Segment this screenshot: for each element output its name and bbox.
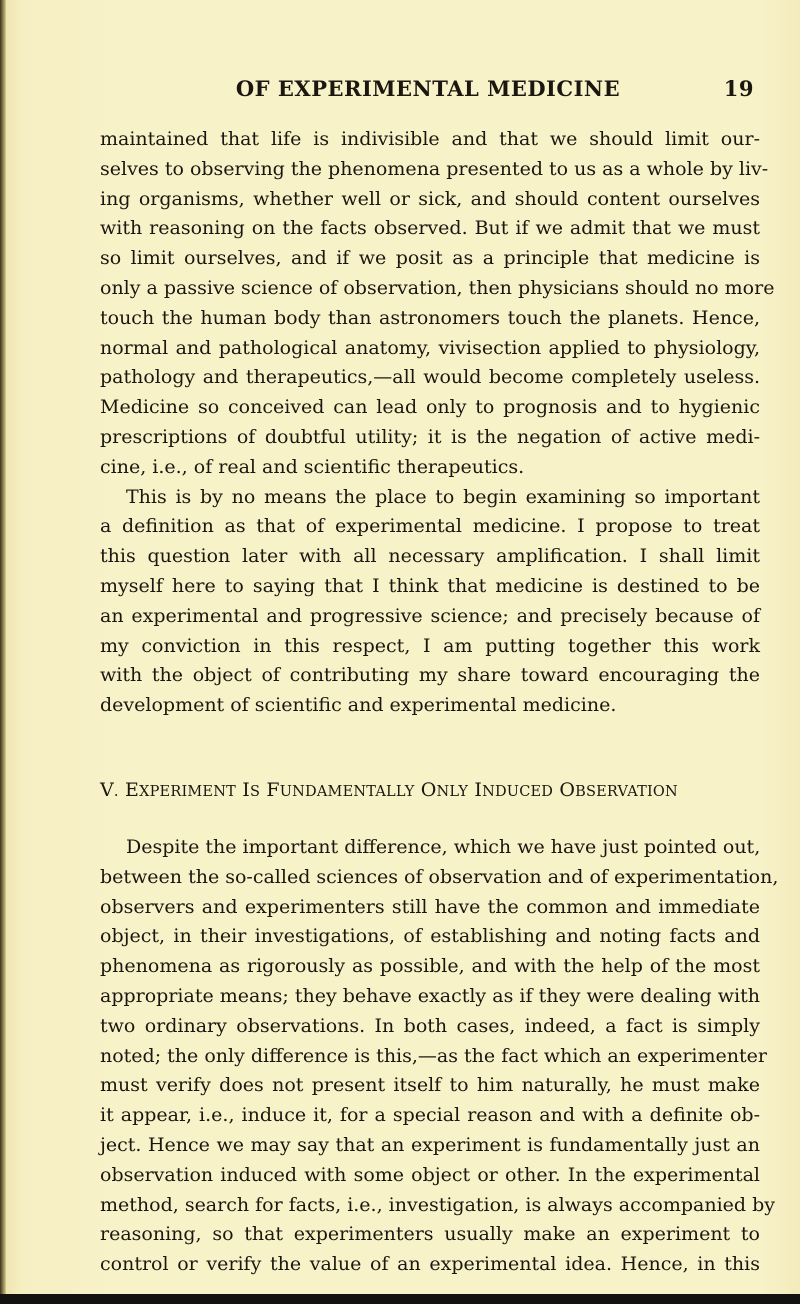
text-line: maintained that life is indivisible and that we should limit our- — [100, 128, 760, 150]
text-line: normal and pathological anatomy, vivisection applied to physiology, — [100, 336, 760, 359]
text-line: touch the human body than astronomers touch the planets. Hence, — [100, 306, 760, 329]
text-line: method, search for facts, i.e., investigation, is always accompanied by — [100, 1193, 775, 1216]
body-text — [100, 125, 779, 1280]
text-line: cine, i.e., of real and scientific therapeutics. — [100, 455, 525, 478]
text-line: noted; the only difference is this,—as the fact which an experimenter — [100, 1044, 767, 1067]
running-head: OF EXPERIMENTAL MEDICINE — [235, 76, 621, 101]
section-gap — [100, 721, 760, 775]
text-line: prescriptions of doubtful utility; it is the negation of active medi- — [100, 425, 760, 448]
paragraph-1 — [100, 125, 775, 483]
text-line: only a passive science of observation, then physicians should no more — [100, 276, 775, 299]
text-line: ing organisms, whether well or sick, and should content ourselves — [100, 187, 760, 210]
text-line: ject. Hence we may say that an experiment is fundamentally just an — [100, 1133, 760, 1156]
page-header — [100, 74, 756, 110]
text-line: control or verify the value of an experimental idea. Hence, in this — [100, 1253, 760, 1276]
text-line: it appear, i.e., induce it, for a special reason and with a definite ob- — [100, 1104, 760, 1127]
text-line: an experimental and progressive science; and precisely because of — [100, 604, 760, 627]
text-line: with reasoning on the facts observed. But if we admit that we must — [100, 217, 760, 240]
text-line: development of scientific and experimental medicine. — [100, 694, 617, 717]
text-line: must verify does not present itself to him naturally, he must make — [100, 1074, 760, 1097]
text-line: phenomena as rigorously as possible, and with the help of the most — [100, 955, 760, 978]
section-heading: V. EXPERIMENT IS FUNDAMENTALLY ONLY INDUCED OBSERVATION — [100, 778, 678, 801]
text-line: pathology and therapeutics,—all would become completely useless. — [100, 366, 760, 389]
page-bottom-edge — [0, 1294, 800, 1304]
text-line: object, in their investigations, of establishing and noting facts and — [100, 925, 760, 948]
page-number: 19 — [723, 76, 754, 101]
text-line: a definition as that of experimental medicine. I propose to treat — [100, 515, 760, 538]
text-line: selves to observing the phenomena presented to us as a whole by liv- — [100, 157, 769, 180]
text-line: reasoning, so that experimenters usually make an experiment to — [100, 1223, 760, 1246]
paragraph-3 — [100, 833, 779, 1280]
text-line: between the so-called sciences of observation and of experimentation, — [100, 865, 779, 888]
paragraph-2 — [100, 483, 760, 721]
text-line: observation induced with some object or other. In the experimental — [100, 1163, 760, 1186]
book-spine-shadow — [0, 0, 6, 1304]
text-line: so limit ourselves, and if we posit as a principle that medicine is — [100, 247, 760, 270]
text-line: observers and experimenters still have the common and immediate — [100, 895, 760, 918]
text-line: Despite the important difference, which we have just pointed out, — [126, 835, 761, 858]
text-line: two ordinary observations. In both cases, indeed, a fact is simply — [100, 1014, 760, 1037]
text-line: with the object of contributing my share toward encouraging the — [100, 664, 760, 687]
text-line: my conviction in this respect, I am putting together this work — [100, 634, 760, 657]
text-line: Medicine so conceived can lead only to prognosis and to hygienic — [100, 396, 760, 419]
text-line: This is by no means the place to begin examining so important — [126, 485, 760, 508]
text-line: appropriate means; they behave exactly as if they were dealing with — [100, 984, 760, 1007]
text-line: this question later with all necessary amplification. I shall limit — [100, 545, 760, 568]
text-line: myself here to saying that I think that medicine is destined to be — [100, 574, 760, 597]
